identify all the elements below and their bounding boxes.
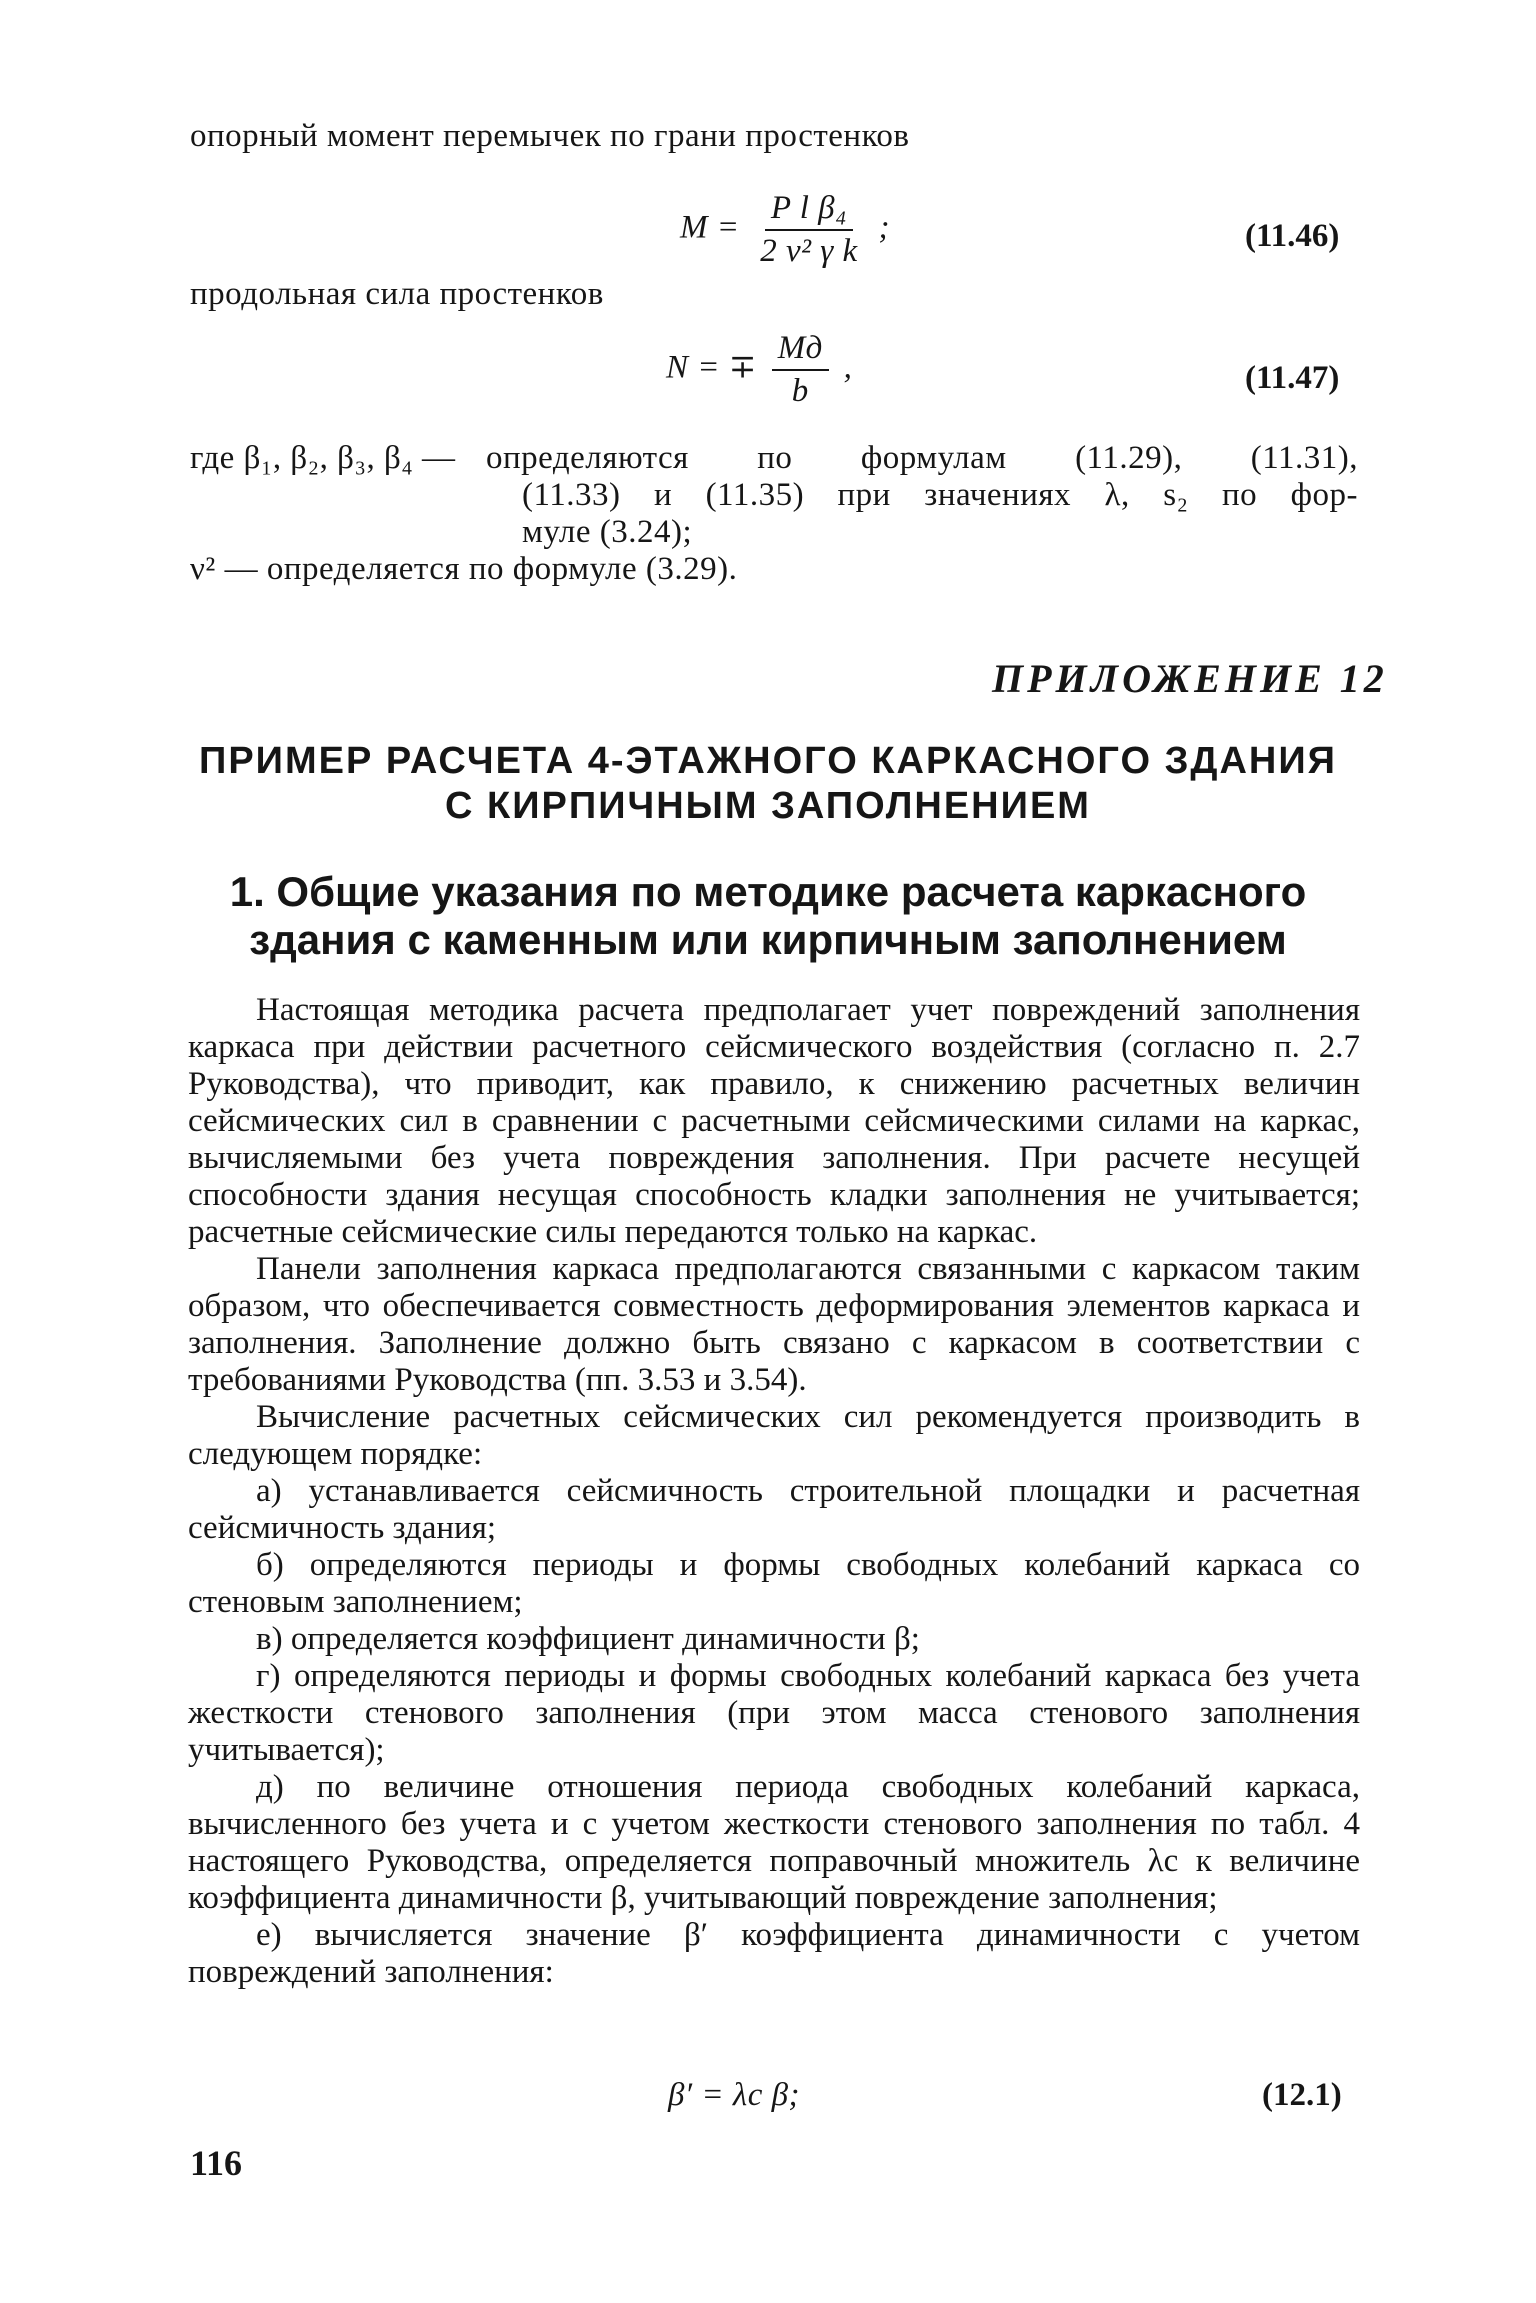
- list-item-a: а) устанавливается сейсмичность строительной площадки и расчетная сейсмичность здания;: [188, 1473, 1360, 1546]
- section-heading-line-2: здания с каменным или кирпичным заполнением: [249, 916, 1287, 963]
- formula-lhs: N = ∓: [666, 349, 757, 386]
- formula-lhs: M =: [680, 209, 740, 246]
- equation-number-11-46: (11.46): [1245, 218, 1340, 254]
- where-nu-definition: ν² — определяется по формуле (3.29).: [190, 551, 738, 587]
- equation-number-11-47: (11.47): [1245, 360, 1340, 396]
- intro-line-moment: опорный момент перемычек по грани простенков: [190, 118, 910, 154]
- section-heading-line-1: 1. Общие указания по методике расчета каркасного: [229, 868, 1307, 915]
- body-text: [188, 992, 1360, 1991]
- list-item-e: е) вычисляется значение β′ коэффициента динамичности с учетом повреждений заполнения:: [188, 1917, 1360, 1990]
- formula-fraction: [772, 330, 829, 410]
- where-definition-line-3: муле (3.24);: [522, 514, 693, 550]
- formula-11-46: [680, 190, 890, 270]
- formula-denominator: 2 ν² γ k: [760, 233, 858, 269]
- intro-line-force: продольная сила простенков: [190, 276, 604, 312]
- where-definition-line-2: (11.33) и (11.35) при значениях λ, s₂ по фор-: [522, 477, 1358, 513]
- list-item-g: г) определяются периоды и формы свободных колебаний каркаса без учета жесткости стенового заполнения (при этом масса стенового заполнения учитывается);: [188, 1658, 1360, 1768]
- page-number: 116: [190, 2143, 243, 2183]
- title-line-2: С КИРПИЧНЫМ ЗАПОЛНЕНИЕМ: [445, 785, 1091, 827]
- paragraph-panels: Панели заполнения каркаса предполагаются связанными с каркасом таким образом, что обеспечивается совместность деформирования элементов каркаса и заполнения. Заполнение должно быть связано с каркасом в соответствии с требованиями Руководства (пп. 3.53 и 3.54).: [188, 1251, 1360, 1398]
- appendix-heading: ПРИЛОЖЕНИЕ 12: [992, 656, 1388, 701]
- list-item-d: д) по величине отношения периода свободных колебаний каркаса, вычисленного без учета и с учетом жесткости стенового заполнения по табл. 4 настоящего Руководства, определяется поправочный множитель λc к величине коэффициента динамичности β, учитывающий повреждение заполнения;: [188, 1769, 1360, 1916]
- where-label: где β₁, β₂, β₃, β₄ —: [190, 440, 456, 476]
- list-item-b: б) определяются периоды и формы свободных колебаний каркаса со стеновым заполнением;: [188, 1547, 1360, 1620]
- paragraph-order: Вычисление расчетных сейсмических сил рекомендуется производить в следующем порядке:: [188, 1399, 1360, 1472]
- paragraph-method: Настоящая методика расчета предполагает учет повреждений заполнения каркаса при действии расчетного сейсмического воздействия (согласно п. 2.7 Руководства), что приводит, как правило, к снижению расчетных величин сейсмических сил в сравнении с расчетными сейсмическими силами на каркас, вычисляемыми без учета повреждения заполнения. При расчете несущей способности здания несущая способность кладки заполнения не учитывается; расчетные сейсмические силы передаются только на каркас.: [188, 992, 1360, 1250]
- formula-11-47: [666, 330, 852, 410]
- formula-fraction: [754, 190, 863, 270]
- where-definition-line-1: определяются по формулам (11.29), (11.31),: [486, 440, 1358, 476]
- formula-12-1: β′ = λc β;: [668, 2077, 801, 2113]
- formula-denominator: b: [791, 373, 809, 409]
- equation-number-12-1: (12.1): [1262, 2077, 1342, 2113]
- formula-numerator: Mд: [772, 330, 829, 371]
- formula-numerator: P l β₄: [765, 190, 853, 231]
- title-line-1: ПРИМЕР РАСЧЕТА 4-ЭТАЖНОГО КАРКАСНОГО ЗДАНИЯ: [199, 740, 1337, 782]
- formula-tail: ;: [878, 209, 890, 246]
- list-item-v: в) определяется коэффициент динамичности β;: [256, 1621, 920, 1657]
- formula-tail: ,: [843, 349, 853, 386]
